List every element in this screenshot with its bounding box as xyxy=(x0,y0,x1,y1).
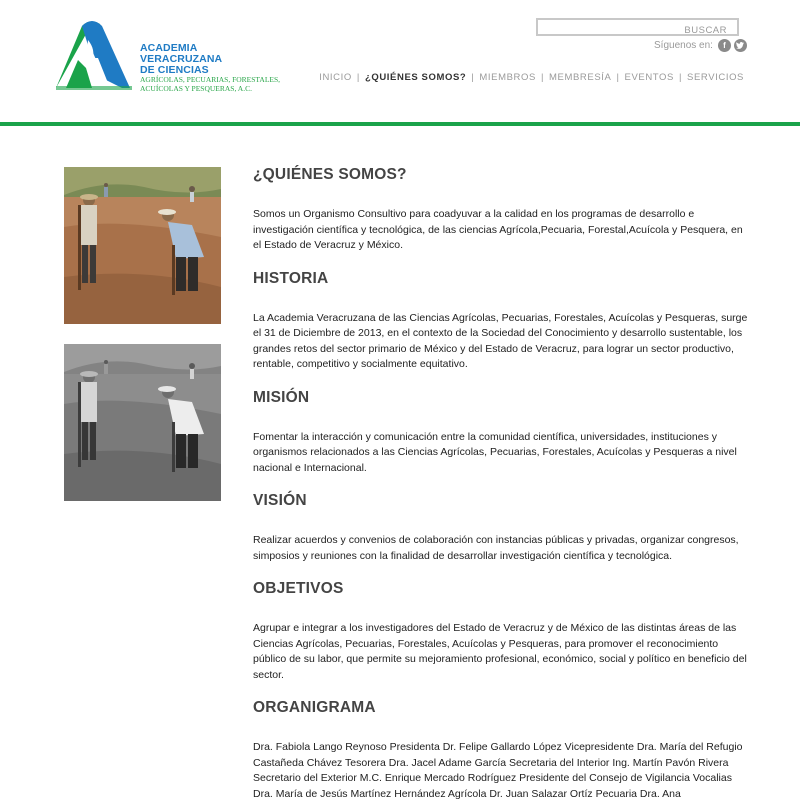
search-box xyxy=(536,18,739,36)
section-body: La Academia Veracruzana de las Ciencias Agrícolas, Pecuarias, Forestales, Acuícolas y Pesqueras, surge el 31 de Diciembre de 2013, en el contexto de la Sociedad del Conocimiento y desarrollo sustentable, los grandes retos del sector primario de México y del Estado de Veracruz, para lograr un sector productivo, rentable, competitivo y socialmente equitativo. xyxy=(253,311,748,370)
section-title: VISIÓN xyxy=(253,492,307,509)
social-links xyxy=(654,39,747,52)
section-body: Fomentar la interacción y comunicación entre la comunidad científica, universidades, instituciones y organismos relacionados a las Ciencias Agrícolas, Pecuarias, Forestales, Acuícolas y Pesqueras a nivel nacional e Internacional. xyxy=(253,430,737,474)
photo-farmers-color xyxy=(64,167,221,324)
nav-item-membresia[interactable]: MEMBRESÍA xyxy=(549,72,612,83)
facebook-icon[interactable]: f xyxy=(718,39,731,52)
photo-farmers-grayscale xyxy=(64,344,221,501)
section-body: Somos un Organismo Consultivo para coadyuvar a la calidad en los programas de desarrollo e investigación científica y tecnológica, de las ciencias Agrícola,Pecuaria, Forestal,Acuícola y Pesquera, en el Estado de Veracruz y México. xyxy=(253,208,743,251)
section-title: ¿QUIÉNES SOMOS? xyxy=(253,166,407,183)
section-body: Agrupar e integrar a los investigadores del Estado de Veracruz y de México de las distintas áreas de las Ciencias Agrícolas, Pecuarias, Forestales, Acuícolas y Pesqueras, para promover el reconocimiento público de su labor, que permite su mejoramiento profesional, económico, social y político en beneficio del sector. xyxy=(253,622,747,681)
nav-item-quienes-somos[interactable]: ¿QUIÉNES SOMOS? xyxy=(364,72,467,83)
nav-separator: | xyxy=(356,72,360,83)
section-mision xyxy=(253,389,748,477)
logo-subtitle-line2: ACUÍCOLAS Y PESQUERAS, A.C. xyxy=(140,83,252,93)
nav-separator: | xyxy=(471,72,475,83)
section-historia xyxy=(253,270,748,373)
main-content xyxy=(253,166,748,800)
logo-title-line2: DE CIENCIAS xyxy=(140,64,209,76)
header-divider xyxy=(0,122,800,126)
section-title: HISTORIA xyxy=(253,269,329,287)
nav-separator: | xyxy=(616,72,620,83)
section-body: Dra. Fabiola Lango Reynoso Presidenta Dr. Felipe Gallardo López Vicepresidente Dra. María del Refugio Castañeda Chávez Tesorera Dra. Jacel Adame García Secretaria del Interior Ing. Martín Pavón Rivera Secretario del Exterior M.C. Enrique Mercado Rodríguez Presidente del Consejo de Vigilancia Vocalias Dra. María de Jesús Martínez Hernández Agrícola Dr. Juan Salazar Ortíz Pecuaria Dra. Ana xyxy=(253,741,743,800)
section-body: Realizar acuerdos y convenios de colaboración con instancias públicas y privadas, organizar congresos, simposios y reuniones con la finalidad de desarrollar investigación científica y tecnológica. xyxy=(253,534,739,562)
section-objetivos xyxy=(253,580,748,683)
section-title: ORGANIGRAMA xyxy=(253,699,376,716)
nav-separator: | xyxy=(678,72,683,83)
section-vision xyxy=(253,492,748,564)
nav-item-inicio[interactable]: INICIO xyxy=(319,72,352,83)
main-nav xyxy=(319,72,744,83)
search-input[interactable] xyxy=(538,24,737,38)
nav-separator: | xyxy=(540,72,545,83)
nav-item-miembros[interactable]: MIEMBROS xyxy=(479,72,536,83)
nav-item-servicios[interactable]: SERVICIOS xyxy=(687,72,744,83)
site-logo[interactable] xyxy=(52,20,282,92)
nav-item-eventos[interactable]: EVENTOS xyxy=(624,72,674,83)
twitter-icon[interactable] xyxy=(734,39,747,52)
section-title: MISIÓN xyxy=(253,388,310,406)
section-organigrama xyxy=(253,699,748,800)
section-title: OBJETIVOS xyxy=(253,580,344,597)
logo-subtitle-line1: AGRÍCOLAS, PECUARIAS, FORESTALES, xyxy=(140,75,281,84)
section-quienes-somos xyxy=(253,166,748,254)
social-label: Síguenos en: xyxy=(654,40,713,51)
logo-emblem-icon xyxy=(52,20,138,92)
logo-title-line1: ACADEMIA VERACRUZANA xyxy=(140,42,223,65)
